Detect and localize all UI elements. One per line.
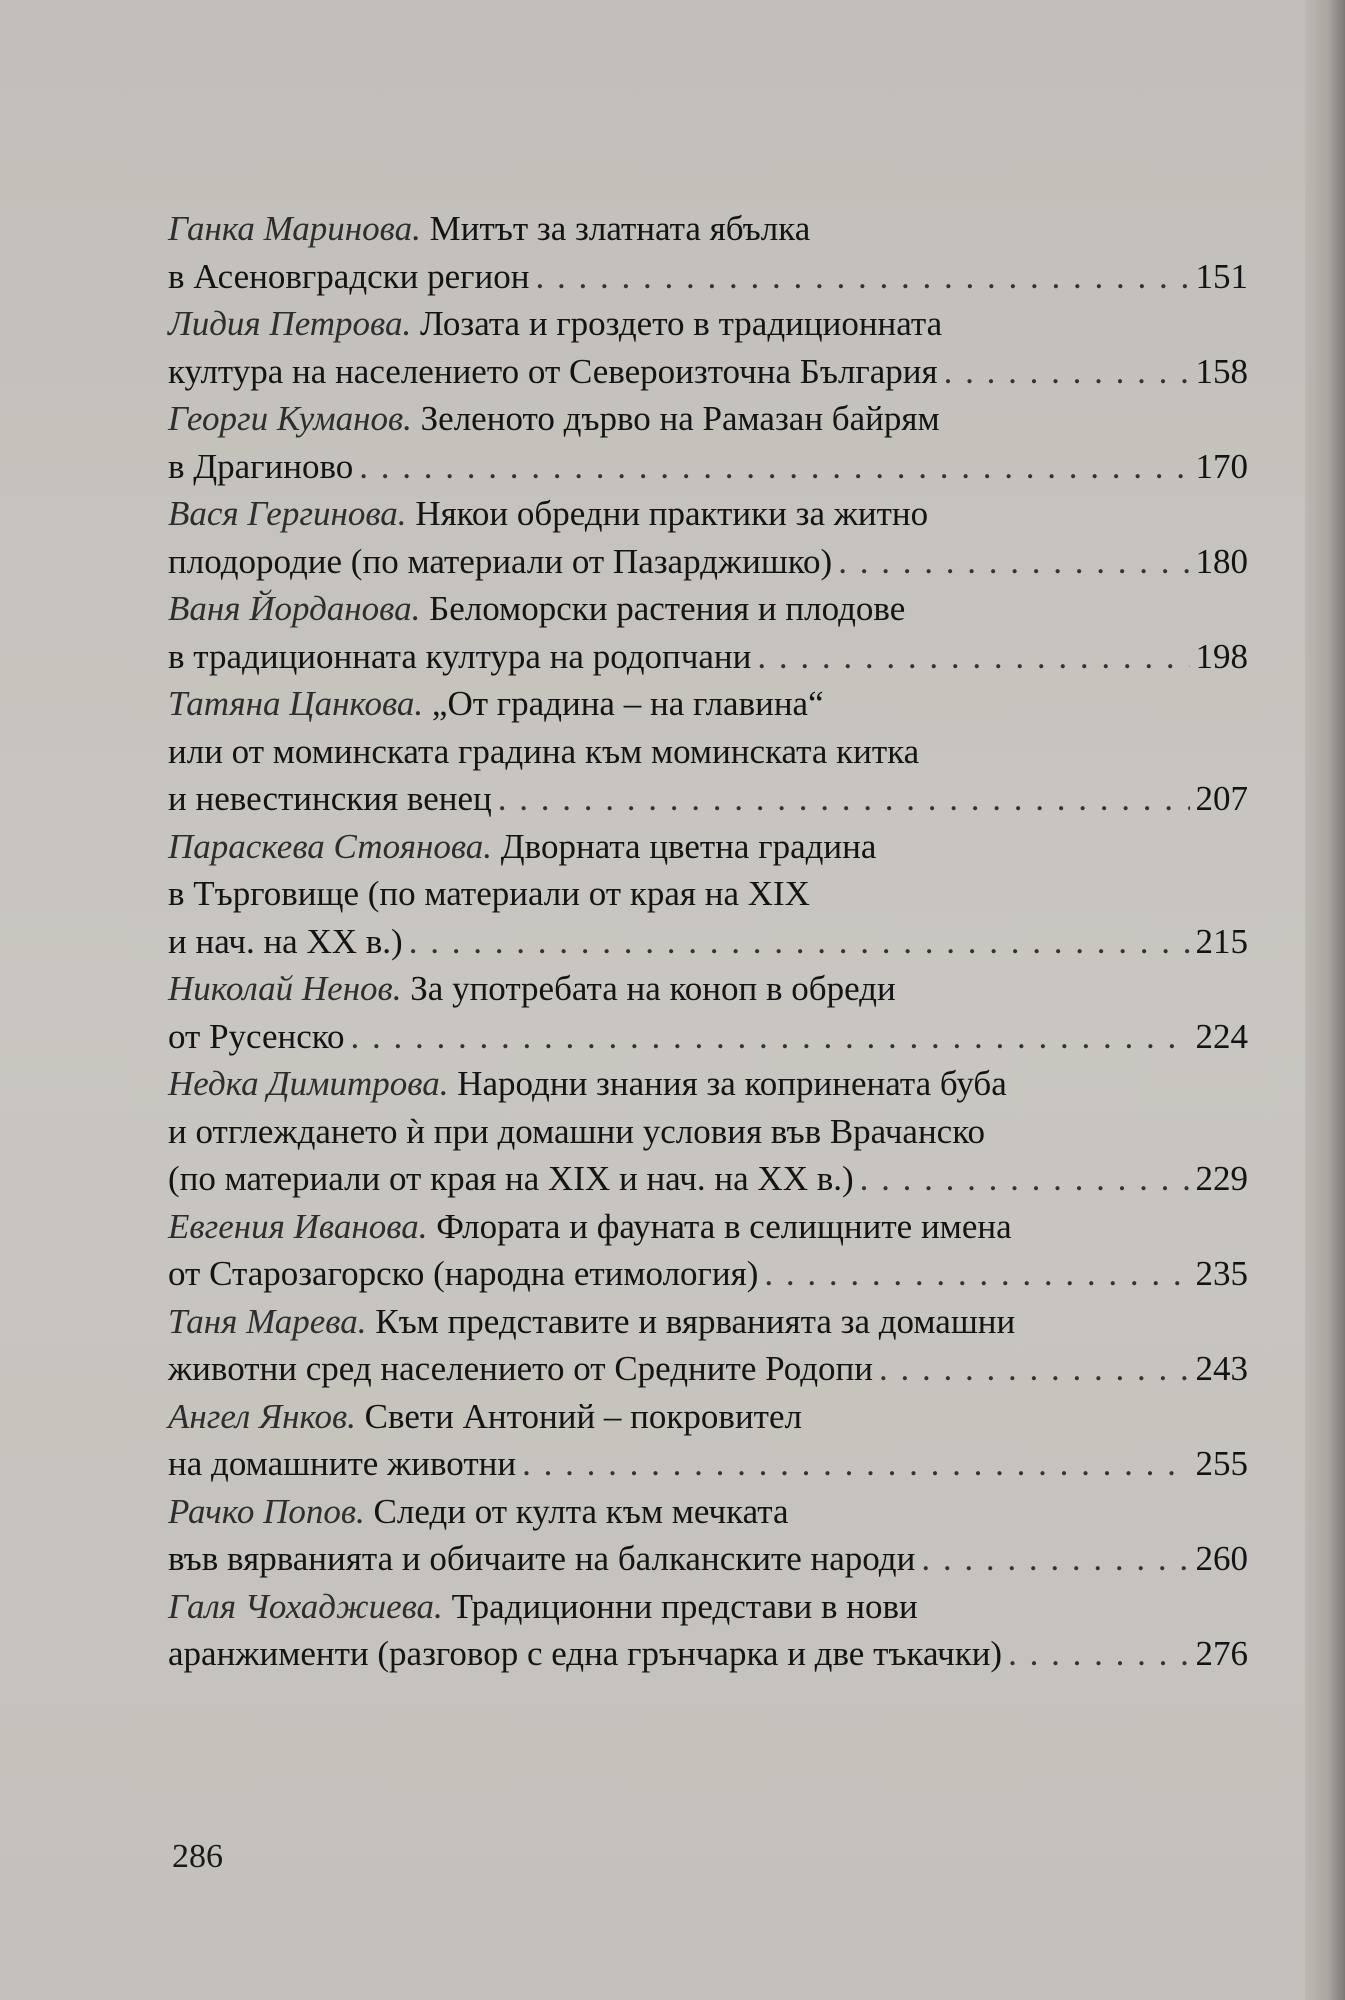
toc-entry-last-line (168, 253, 1248, 301)
toc-entry-first-line (168, 1203, 1248, 1251)
dot-leader (351, 1013, 1190, 1061)
toc-entry-last-line (168, 1155, 1248, 1203)
toc-entry-last-line (168, 1013, 1248, 1061)
toc-entry[interactable] (168, 1203, 1248, 1298)
toc-title-start: Свети Антоний – покровител (364, 1396, 802, 1436)
toc-page-number: 158 (1195, 351, 1248, 391)
toc-title-end: във вярванията и обичаите на балканските народи (168, 1539, 916, 1578)
toc-author: Вася Гергинова. (168, 494, 407, 533)
toc-author: Татяна Цанкова. (168, 684, 424, 723)
toc-page-number: 235 (1195, 1254, 1248, 1293)
toc-entry-last-line (168, 538, 1248, 586)
toc-entry-last-line (168, 918, 1248, 966)
toc-entry-first-line (168, 300, 1248, 348)
toc-author: Евгения Иванова. (168, 1206, 428, 1246)
toc-title-end: и нач. на XX в.) (168, 921, 403, 961)
toc-page-number: 180 (1195, 541, 1248, 581)
toc-entry-middle-line: или от моминската градина към моминската китка (168, 731, 920, 771)
toc-entry-last-line (168, 633, 1248, 681)
toc-entry-first-line (168, 823, 1248, 871)
toc-author: Недка Димитрова. (168, 1064, 449, 1103)
toc-author: Николай Ненов. (168, 969, 402, 1008)
toc-entry[interactable] (168, 1583, 1248, 1678)
toc-page-number: 207 (1195, 779, 1248, 818)
toc-entry-first-line (168, 1393, 1248, 1441)
toc-page-number: 215 (1195, 921, 1248, 961)
toc-page-number: 276 (1195, 1634, 1248, 1673)
toc-entry-last-line (168, 1630, 1248, 1678)
toc-entry[interactable] (168, 965, 1248, 1060)
toc-title-end: плодородие (по материали от Пазарджишко) (168, 541, 833, 581)
dot-leader (921, 1535, 1189, 1583)
toc-author: Таня Марева. (168, 1301, 367, 1341)
toc-page-number: 255 (1195, 1444, 1248, 1483)
toc-title-start: Някои обредни практики за житно (415, 494, 929, 533)
toc-entry-first-line (168, 205, 1248, 253)
page-number: 286 (172, 1838, 223, 1875)
dot-leader (879, 1345, 1190, 1393)
toc-title-end: животни сред населението от Средните Родопи (168, 1349, 873, 1388)
toc-entry[interactable] (168, 1488, 1248, 1583)
toc-title-start: Митът за златната ябълка (429, 209, 811, 248)
toc-title-end: и невестинския венец (168, 779, 492, 818)
toc-entry-first-line (168, 490, 1248, 538)
dot-leader (944, 348, 1190, 396)
toc-entry-first-line (168, 1060, 1248, 1108)
toc-title-start: Към представите и вярванията за домашни (375, 1301, 1016, 1341)
toc-entry-last-line (168, 443, 1248, 491)
toc-page-number: 151 (1195, 256, 1248, 296)
toc-page-number: 243 (1195, 1349, 1248, 1388)
toc-entry-last-line (168, 1440, 1248, 1488)
toc-author: Рачко Попов. (168, 1491, 365, 1531)
toc-entry-first-line (168, 585, 1248, 633)
toc-title-end: от Старозагорско (народна етимология) (168, 1254, 759, 1293)
toc-entry-last-line (168, 1535, 1248, 1583)
toc-entry[interactable] (168, 205, 1248, 300)
dot-leader (536, 253, 1190, 301)
toc-page-number: 260 (1195, 1539, 1248, 1578)
page-edge-shadow (1305, 0, 1345, 2000)
dot-leader (498, 775, 1190, 823)
toc-entry[interactable] (168, 395, 1248, 490)
toc-author: Ангел Янков. (168, 1396, 356, 1436)
toc-author: Лидия Петрова. (168, 304, 412, 343)
toc-title-end: (по материали от края на XIX и нач. на XX в.) (168, 1159, 854, 1198)
toc-title-end: на домашните животни (168, 1444, 517, 1483)
toc-entry-last-line (168, 1345, 1248, 1393)
toc-entry-last-line (168, 1250, 1248, 1298)
toc-entry-first-line (168, 1583, 1248, 1631)
toc-entry[interactable] (168, 680, 1248, 823)
toc-title-start: Беломорски растения и плодове (429, 589, 906, 628)
dot-leader (1008, 1630, 1189, 1678)
dot-leader (764, 1250, 1189, 1298)
toc-author: Параскева Стоянова. (168, 826, 493, 866)
toc-entry-first-line (168, 965, 1248, 1013)
toc-entry-first-line (168, 680, 1248, 728)
toc-entry[interactable] (168, 300, 1248, 395)
toc-page-number: 170 (1195, 446, 1248, 486)
toc-author: Галя Чохаджиева. (168, 1586, 443, 1626)
toc-title-start: За употребата на коноп в обреди (410, 969, 896, 1008)
toc-title-end: в Драгиново (168, 446, 354, 486)
dot-leader (522, 1440, 1189, 1488)
toc-title-start: Дворната цветна градина (500, 826, 877, 866)
toc-page-number: 224 (1195, 1016, 1248, 1056)
toc-author: Ганка Маринова. (168, 209, 421, 248)
toc-entry-first-line (168, 395, 1248, 443)
table-of-contents (168, 205, 1248, 1678)
dot-leader (359, 443, 1189, 491)
toc-entry-first-line (168, 1298, 1248, 1346)
toc-title-start: Традиционни представи в нови (451, 1586, 918, 1626)
toc-title-start: Народни знания за копринената буба (457, 1064, 1007, 1103)
toc-entry[interactable] (168, 823, 1248, 966)
toc-entry[interactable] (168, 1298, 1248, 1393)
toc-title-end: в традиционната култура на родопчани (168, 636, 752, 676)
toc-entry[interactable] (168, 1393, 1248, 1488)
dot-leader (409, 918, 1190, 966)
toc-title-start: „От градина – на главина“ (431, 684, 824, 723)
toc-title-end: аранжименти (разговор с една грънчарка и две тъкачки) (168, 1634, 1003, 1673)
toc-entry[interactable] (168, 1060, 1248, 1203)
toc-title-start: Следи от култа към мечката (373, 1491, 789, 1531)
toc-entry[interactable] (168, 585, 1248, 680)
toc-page-number: 198 (1195, 636, 1248, 676)
toc-entry-last-line (168, 775, 1248, 823)
toc-author: Георги Куманов. (168, 399, 412, 438)
dot-leader (860, 1155, 1190, 1203)
toc-entry-first-line (168, 1488, 1248, 1536)
dot-leader (757, 633, 1189, 681)
toc-entry-middle-line: в Търговище (по материали от края на XIX (168, 874, 810, 913)
toc-title-end: култура на населението от Североизточна България (168, 351, 938, 391)
toc-title-start: Флората и фауната в селищните имена (436, 1206, 1012, 1246)
toc-title-start: Зеленото дърво на Рамазан байрям (420, 399, 940, 438)
toc-page-number: 229 (1195, 1159, 1248, 1198)
toc-title-start: Лозата и гроздето в традиционната (420, 304, 943, 343)
toc-entry-middle-line: и отглеждането ѝ при домашни условия във Врачанско (168, 1111, 985, 1151)
dot-leader (838, 538, 1189, 586)
toc-entry-last-line (168, 348, 1248, 396)
toc-entry[interactable] (168, 490, 1248, 585)
toc-author: Ваня Йорданова. (168, 589, 421, 628)
toc-title-end: в Асеновградски регион (168, 256, 530, 296)
toc-title-end: от Русенско (168, 1016, 345, 1056)
